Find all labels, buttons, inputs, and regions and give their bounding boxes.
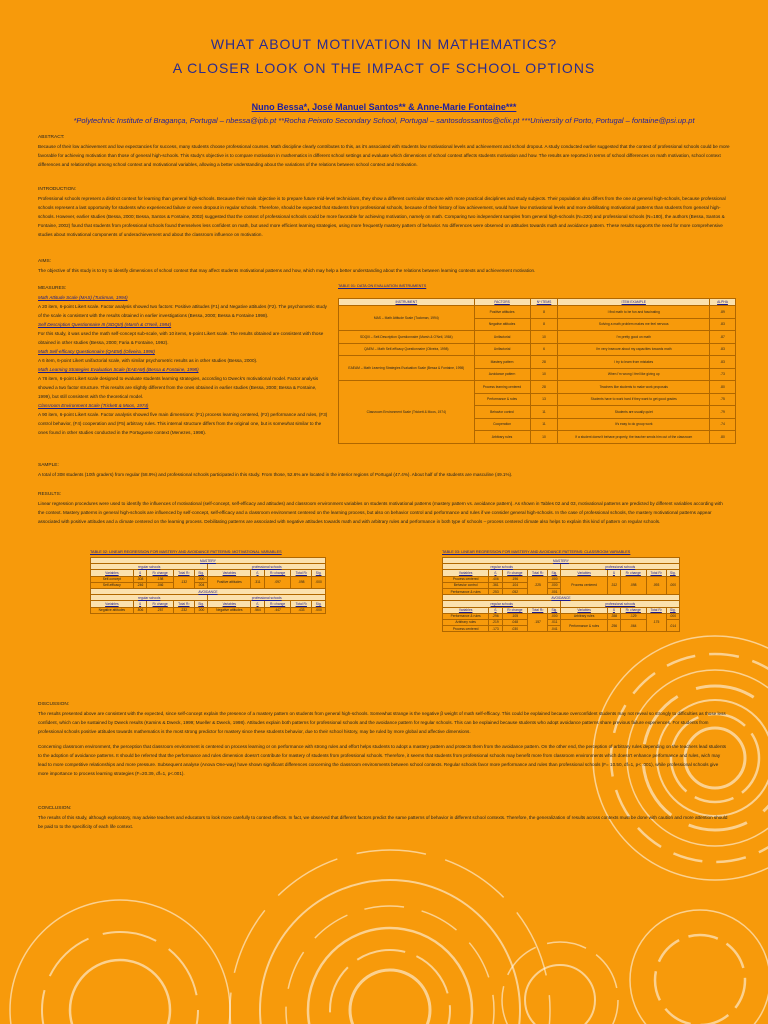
table-cell: Students have to work hard if they want to get good grades <box>558 393 710 406</box>
table-cell: I'm very insecure about my capacities towards math <box>558 343 710 356</box>
table-row <box>339 356 736 369</box>
table-cell: .000 <box>666 576 679 595</box>
abstract-section <box>38 133 730 169</box>
table-cell: Classroom Environment Scale (Trickett & Moos, 1974) <box>339 381 475 444</box>
table-cell: 8 <box>530 306 558 319</box>
measure-text: A 78 item, 6-point Likert scale designed to evaluate students learning strategies, according to Dweck's motivational model. Factor analysis showed a two factor structure. This results are slightly different from the ones obtained in earlier studies (Bessa, 2000; Bessa & Fontaine, 1999), but still consistent with the theoretical model. <box>38 376 319 399</box>
column-header: Variables <box>561 570 607 576</box>
measures-heading: MEASURES: <box>38 286 67 291</box>
table-cell: .564 <box>251 607 265 613</box>
sample-heading: SAMPLE: <box>38 463 59 468</box>
table-cell: .358 <box>607 613 620 619</box>
table-cell: EAEAM – Math Learning Strategies Evaluation Scale (Bessa & Fontaine, 1998) <box>339 356 475 381</box>
column-header: Variables <box>561 607 607 613</box>
table-cell: .000 <box>548 613 561 619</box>
table-cell: .361 <box>489 582 502 588</box>
professional-label: professional schools <box>208 595 326 601</box>
table-cell: 28 <box>530 381 558 394</box>
table1-caption: TABLE 01: DATA ON EVALUATION INSTRUMENTS <box>338 284 427 288</box>
table-cell: .014 <box>666 619 679 631</box>
conclusion-section <box>38 804 730 831</box>
column-header: R² change <box>147 570 173 576</box>
table-cell: 11 <box>530 406 558 419</box>
table-cell: .232 <box>173 607 194 613</box>
measure-text: A 90 item, 6-point Likert scale. Factor analysis showed five main dimensions: (F1) process learning centered, (F2) performance and rules, (F3) control behavior, (F4) cooperation and (F5) arbitrary rules. This internal structure differs from the original one, but is somewhat similar to the ones found in other studies conducted in the Portuguese context (Menezes, 1998). <box>38 412 328 435</box>
table-cell: Performance & rules <box>561 619 607 631</box>
table-cell: .79 <box>710 406 736 419</box>
column-header: Total R² <box>173 570 194 576</box>
table-row <box>339 343 736 356</box>
discussion-text-2: Concerning classroom environment, the perception that classroom environment is centered on process learning or on performance with strong rules and effort helps students to adopt a mastery pattern and protects them from the avoidance pattern. On the other end, the perception of arbitrary rules depending on the teachers lead students to the adoption of avoidance patterns. It should be referred that the performance and rules dimension doesn't contribute for mastery of students from professional schools. Therefore, it seems that students from professional schools may benefit more from classroom environments which doesn't enhance performance and rules, wich may lead to more competitive relationships and more pressure. Subsequent analyse (Anova One-way) have shown significant differences concerning the classroom environments between school contexts. Regular schools favor more performance and rules than professional schools (F= 10.50, df=1, p< .001), while professional schools give more importance to process learning strategies (F=20.39, df=1, p<.001). <box>38 744 727 776</box>
table-cell: .098 <box>291 576 312 588</box>
introduction-heading: INTRODUCTION: <box>38 187 77 192</box>
table-cell: Process learning centered <box>474 381 530 394</box>
table-cell: I'm pretty good on math <box>558 331 710 344</box>
table-cell: .004 <box>194 582 208 588</box>
table-cell: .093 <box>646 576 666 595</box>
column-header: R² change <box>147 601 173 607</box>
table-cell: .098 <box>621 576 647 595</box>
column-header: Variables <box>443 570 489 576</box>
table-cell: .296 <box>489 613 502 619</box>
table-cell: .000 <box>548 582 561 588</box>
introduction-section <box>38 185 730 239</box>
column-header: ß <box>133 601 147 607</box>
table-cell: .052 <box>502 588 528 594</box>
table2-caption: TABLE 02: LINEAR REGRESSION FOR MASTERY AND AVOIDANCE PATTERNS: MOTIVATIONAL VARIABLES <box>90 550 282 554</box>
professional-label: professional schools <box>561 601 680 607</box>
table-cell: If a student doesn't behave properly, the teacher sends him out of the classroom <box>558 431 710 444</box>
table-cell: Solving a math problem makes me feel nervous <box>558 318 710 331</box>
column-header: Variables <box>443 607 489 613</box>
column-header: Sig. <box>666 607 679 613</box>
column-header: Sig. <box>312 601 326 607</box>
table-cell: .104 <box>502 582 528 588</box>
table-cell: .196 <box>502 576 528 582</box>
table-cell: Students are usually quiet <box>558 406 710 419</box>
table-cell: .83 <box>710 318 736 331</box>
sample-section <box>38 461 730 479</box>
table-row <box>91 607 326 613</box>
regression-table-classroom <box>442 557 680 632</box>
table-cell: It's easy to do group work <box>558 418 710 431</box>
table-cell: Behavior control <box>443 582 489 588</box>
table-cell: .219 <box>489 619 502 625</box>
column-header: Total R² <box>291 570 312 576</box>
table-cell: Arbitrary rules <box>443 619 489 625</box>
column-header: R² change <box>264 601 290 607</box>
column-header: R² change <box>264 570 290 576</box>
sample-text: A total of 308 students (10th graders) from regular (58.9%) and professional schools participated in this study. From those, 52.6% are located in the interior regions of Portugal (47.4%). About half of the students are masculine (49.1%). <box>38 472 513 477</box>
table-cell: Cooperation <box>474 418 530 431</box>
table-cell: Avoidance pattern <box>474 368 530 381</box>
table-cell: Positive attitudes <box>474 306 530 319</box>
table-cell: .000 <box>666 613 679 619</box>
table-cell: .89 <box>710 306 736 319</box>
table-cell: .312 <box>607 576 620 595</box>
column-header: ß <box>251 570 265 576</box>
table-cell: .225 <box>528 576 548 595</box>
table-cell: Negative attitudes <box>91 607 134 613</box>
measure-name: Self Description Questionnaire III (SDQIII) (Marsh & O'Neil, 1984) <box>38 322 172 327</box>
table-cell: .173 <box>489 626 502 632</box>
regular-label: regular schools <box>91 564 208 570</box>
column-header: ß <box>607 570 620 576</box>
measures-section <box>38 284 330 437</box>
measure-name: Math Self-efficacy Questionnaire (QAEM) (Oliveira, 1998) <box>38 349 155 354</box>
instruments-table <box>338 298 736 444</box>
table-cell: .000 <box>548 576 561 582</box>
column-header: Total R² <box>528 607 548 613</box>
avoidance-label: AVOIDANCE <box>91 588 326 594</box>
table-cell: 6 <box>530 343 558 356</box>
affiliation: *Polytechnic Institute of Bragança, Portugal – nbessa@ipb.pt **Rocha Peixoto Secondary School, Portugal – santosdossantos@clix.pt ***University of Porto, Portugal – fontaine@psi.up.pt <box>73 116 695 125</box>
column-header: Variables <box>91 601 134 607</box>
table-cell: .83 <box>710 356 736 369</box>
measure-name: Classroom Environment Scale (Trickett & Moos, 1974) <box>38 403 149 408</box>
poster-title-line2: A CLOSER LOOK ON THE IMPACT OF SCHOOL OPTIONS <box>172 60 596 76</box>
conclusion-heading: CONCLUSION: <box>38 806 72 811</box>
measure-text: A 20 item, 6-point Likert scale. Factor analysis showed two factors: Positive attitudes (F1) and Negative attitudes (F2). The psychometric study of the scale is consistent with the results obtained in earlier investigations (Bessa, 2000; Bessa & Fontaine 1998). <box>38 304 327 318</box>
table-row <box>339 381 736 394</box>
table-cell: 10 <box>530 331 558 344</box>
column-header: ß <box>251 601 265 607</box>
column-header: FACTORS <box>474 299 530 306</box>
table-cell: .157 <box>528 613 548 632</box>
table-row <box>339 306 736 319</box>
table-cell: 11 <box>530 418 558 431</box>
table-cell: .132 <box>173 576 194 588</box>
column-header: Variables <box>208 601 251 607</box>
table-cell: .87 <box>710 331 736 344</box>
column-header: Sig. <box>194 601 208 607</box>
table-cell: When I'm wrong I feel like giving up <box>558 368 710 381</box>
column-header: Total R² <box>646 607 666 613</box>
table-cell: .000 <box>312 607 326 613</box>
table-cell: Behavior control <box>474 406 530 419</box>
table-cell: .097 <box>264 576 290 588</box>
table-cell: .73 <box>710 368 736 381</box>
table-cell: Negative attitudes <box>208 607 251 613</box>
abstract-heading: ABSTRACT: <box>38 135 65 140</box>
column-header: Variables <box>208 570 251 576</box>
column-header: R² change <box>621 607 647 613</box>
measure-text: A 6 item, 6-point Likert unifactorial scale, with similar psychometric results as in other studies (Bessa, 2000). <box>38 358 258 363</box>
column-header: R² change <box>502 607 528 613</box>
regular-label: regular schools <box>91 595 208 601</box>
table-cell: 10 <box>530 368 558 381</box>
professional-label: professional schools <box>561 564 680 570</box>
regression-table-motivational <box>90 557 326 614</box>
table-cell: .175 <box>646 613 666 632</box>
column-header: Sig. <box>548 607 561 613</box>
column-header: ALPHA <box>710 299 736 306</box>
mastery-label: MASTERY <box>91 558 326 564</box>
results-section <box>38 490 730 526</box>
column-header: Variables <box>91 570 134 576</box>
table-cell: Unifactorial <box>474 343 530 356</box>
table-cell: Self-concept <box>91 576 134 582</box>
poster-title-line1: WHAT ABOUT MOTIVATION IN MATHEMATICS? <box>210 36 558 52</box>
results-heading: RESULTS: <box>38 492 62 497</box>
table-cell: .105 <box>502 613 528 619</box>
table-cell: 13 <box>530 393 558 406</box>
table-cell: .048 <box>502 619 528 625</box>
table-cell: I find math to be fun and fascinating <box>558 306 710 319</box>
measure-text: For this study, it was used the math self-concept sub-scale, with 10 items, 6-point Likert scale. The results obtained are consistent with those obtained in other studies (Bessa, 2000; Faria & Fontaine, 1992). <box>38 331 324 345</box>
table-cell: .000 <box>312 576 326 588</box>
column-header: R² change <box>502 570 528 576</box>
column-header: Total R² <box>173 601 194 607</box>
table-cell: .75 <box>710 393 736 406</box>
aims-heading: AIMS: <box>38 259 52 264</box>
column-header: Sig. <box>548 570 561 576</box>
measure-name: Math Learning Strategies Evaluation Scale (EAEAM) (Bessa & Fontaine, 1998) <box>38 367 199 372</box>
aims-text: The objective of this study is to try to identify dimensions of school context that may affect students motivational patterns and how, which may help a better understanding about the relations between learning contexts and achievement motivation. <box>38 268 536 273</box>
avoidance-label: AVOIDANCE <box>443 595 680 601</box>
table-cell: Arbitrary rules <box>474 431 530 444</box>
aims-section <box>38 257 730 275</box>
table-cell: .046 <box>147 582 173 588</box>
table-cell: .447 <box>264 607 290 613</box>
table-cell: Negative attitudes <box>474 318 530 331</box>
table-header-row <box>339 299 736 306</box>
table-cell: 8 <box>530 318 558 331</box>
column-header: Nº ITEMS <box>530 299 558 306</box>
column-header: ß <box>489 570 502 576</box>
column-header: ß <box>133 570 147 576</box>
conclusion-text: The results of this study, although exploratory, may advise teachers and educators to look more carefully to context effects. In fact, we observed that different factors predict the same patterns of behavior in different school contexts. Therefore, the generalization of results across contexts must be done with caution and more attention should be paid to to the specificity of each life context. <box>38 815 728 829</box>
measure-name: Math Attitude Scale (MAS) (Tuckman, 1994) <box>38 295 128 300</box>
table-cell: .506 <box>133 607 147 613</box>
column-header: ß <box>607 607 620 613</box>
table-cell: Positive attitudes <box>208 576 251 588</box>
column-header: Total R² <box>528 570 548 576</box>
table-cell: .129 <box>621 613 647 619</box>
table-cell: .011 <box>548 619 561 625</box>
table3-caption: TABLE 03: LINEAR REGRESSION FOR MASTERY AND AVOIDANCE PATTERNS: CLASSROOM VARIABLES <box>442 550 631 554</box>
table-cell: I try to learn from mistakes <box>558 356 710 369</box>
table-cell: Mastery pattern <box>474 356 530 369</box>
regular-label: regular schools <box>443 564 561 570</box>
table-cell: Performance & rules <box>443 588 489 594</box>
discussion-heading: DISCUSSION: <box>38 702 70 707</box>
abstract-text: Because of their low achievement and low expectancies for success, many students choose professional courses. Math discipline clearly contributes to this, as it's associated with students low motivational levels and achievement and school dropout. A study conducted earlier suggested that the context of professional schools could be more favorable for achieving motivation than those of general high-schools. This study's objective is to compare motivation in mathematics in different school settings and evaluate which dimensions of school context affects students motivation and how. The results are reported in terms of school differences on math motivation, school context differences and relationships among school context and motivational variables, allowing a better understanding about the variations of the relations between school context and motivation. <box>38 144 730 167</box>
mastery-label: MASTERY <box>443 558 680 564</box>
table-cell: .000 <box>194 576 208 582</box>
table-cell: 28 <box>530 356 558 369</box>
table-cell: Self-efficacy <box>91 582 134 588</box>
table-row <box>339 331 736 344</box>
table-cell: Performance & rules <box>474 393 530 406</box>
discussion-text-1: The results presented above are consistent with the expected, since self-concept explain the presence of a mastery pattern on students from general high-schools. Somewhat strange is the negative β weight of math self-efficacy. This could be explained because overconfident students may not reveal so strongly to difficulties as those less confident, which can be sustained by Dweck results (Kamins & Dweck, 1999; Mueller & Dweck, 1998). Attitudes explain both patterns for professional schools and the avoidance pattern for regular schools. This can be explained because students who adopt avoidance patterns share previous failure experiences. For students from professional schools positive attitudes towards mathematics is the most strong predictor for mastery since these students behavior, due to their school history, may be ruled by more global and affective dimensions. <box>38 711 726 734</box>
table-cell: QAEM – Math Self-efficacy Questionnaire (Oliveira, 1998) <box>339 343 475 356</box>
authors: Nuno Bessa*, José Manuel Santos** & Anne-Marie Fontaine*** <box>251 102 517 112</box>
table-cell: Teachers like students to make work proposals <box>558 381 710 394</box>
table-cell: .74 <box>710 418 736 431</box>
table-cell: .000 <box>194 607 208 613</box>
table-cell: .406 <box>489 576 502 582</box>
column-header: Sig. <box>666 570 679 576</box>
table-cell: .253 <box>489 588 502 594</box>
table-cell: .256 <box>607 619 620 631</box>
table-cell: .80 <box>710 431 736 444</box>
table-cell: MAS – Math Attitude Scale (Tuckman, 1994) <box>339 306 475 331</box>
discussion-section <box>38 700 730 778</box>
column-header: ITEM EXAMPLE <box>558 299 710 306</box>
table-cell: Unifactorial <box>474 331 530 344</box>
column-header: INSTRUMENT <box>339 299 475 306</box>
table-cell: .433 <box>291 607 312 613</box>
column-header: Sig. <box>194 570 208 576</box>
table-cell: Performance & rules <box>443 613 489 619</box>
table-cell: SDQIII – Self-Description Questionnaire (Marsh & O'Neil, 1984) <box>339 331 475 344</box>
table-cell: .257 <box>147 607 173 613</box>
table-cell: .80 <box>710 381 736 394</box>
table-cell: 10 <box>530 431 558 444</box>
table-cell: Process centered <box>443 626 489 632</box>
table-cell: .001 <box>548 588 561 594</box>
table-cell: .064 <box>621 619 647 631</box>
column-header: Sig. <box>312 570 326 576</box>
table-cell: .83 <box>710 343 736 356</box>
professional-label: professional schools <box>208 564 326 570</box>
table-cell: .030 <box>502 626 528 632</box>
column-header: ß <box>489 607 502 613</box>
column-header: R² change <box>621 570 647 576</box>
regular-label: regular schools <box>443 601 561 607</box>
table-cell: .041 <box>548 626 561 632</box>
table-cell: .308 <box>133 576 147 582</box>
table-cell: .246 <box>133 582 147 588</box>
introduction-text: Professional schools represent a distinct context for learning than general high-schools. Because their main objective is to prepare future mid-level technicians, they show a different curricular structure with more practical disciplines and study subjects. Their population also differs from the one at general high-schools, because professional schools represent a last opportunity for students who experienced failure or even dropout in regular schools. Therefore, should be expected that students from professional schools, because of their history of low achievement, would have low motivational levels and more debilitating motivational patterns than students from general high-schools. However, earlier studies (Bessa, 2000; Bessa, Santos & Fontaine, 2002) suggested that the context of professional schools could be more favorable for achieving motivation, namely on math. Comparing two independent samples from general high-schools (N=220) and professional schools (N=180), the authors (Bessa, Santos & Fontaine, 2002) found that students from professional schools found themselves less confident on math, but used more efficient learning strategies, using more frequently mastery pattern of behavior. No differences were observed on attitudes towards math and avoidance pattern. These results supports the need for more comprehensive studies about motivational components of underachievement and about the classroom influence on motivation. <box>38 196 726 237</box>
results-text: Linear regression procedures were used to identify the influences of motivational (self-concept, self-efficacy and attitudes) and classroom environment variables on students motivational patterns (mastery pattern vs. avoidance pattern). As shown in Tables 02 and 03, motivational patterns are predicted by different variables according with the context. Mastery patterns in general high-schools are influenced by self-concept, self-efficacy and a classroom environment centered on the learning process, but also on behavior control and performance and rules if we consider general high-schools. In the case of professional schools, the mastery motivational patterns appear associated with positive attitudes and a climate centered on the learning process. Debilitating patterns are associated with negative attitudes towards math and with arbitrary rules and performance in both type of schools – process centered climate also helps to explain this kind of pattern on regular schools. <box>38 501 723 524</box>
table-cell: Arbitrary rules <box>561 613 607 619</box>
table-cell: .198 <box>147 576 173 582</box>
table-cell: Process centered <box>443 576 489 582</box>
column-header: Total R² <box>291 601 312 607</box>
column-header: Total R² <box>646 570 666 576</box>
table-cell: Process centered <box>561 576 607 595</box>
table-cell: .311 <box>251 576 265 588</box>
